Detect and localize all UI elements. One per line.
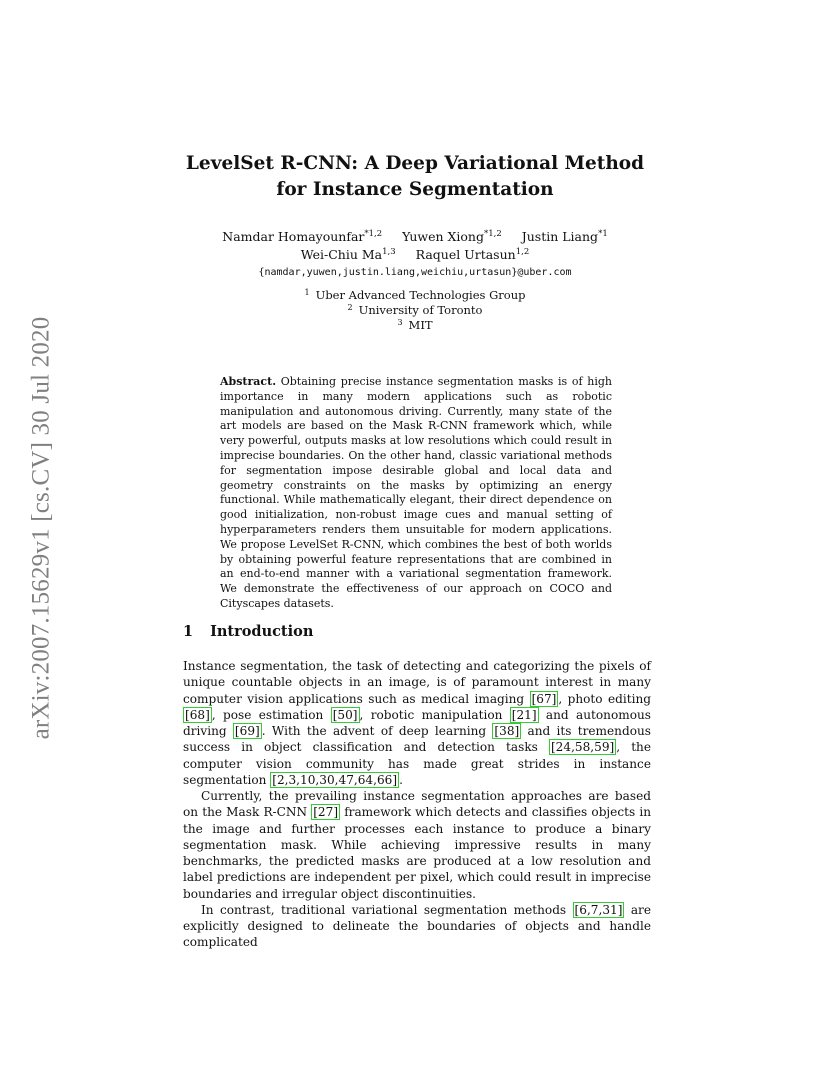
affiliations (120, 288, 710, 333)
author-row-2 (120, 246, 710, 264)
arxiv-identifier: arXiv:2007.15629v1 [cs.CV] 30 Jul 2020 (27, 316, 55, 740)
citation-link[interactable]: [38] (494, 724, 520, 738)
author: Justin Liang$^{*1}$ (521, 229, 608, 244)
affiliation: $^2$ University of Toronto (347, 303, 483, 317)
abstract-text: Obtaining precise instance segmentation masks is of high importance in many modern applications such as robotic manipulation and autonomous driving. Currently, many state of the art models are based on the Mask R-CNN framework which, while very powerful, outputs masks at low resolutions which could result in imprecise boundaries. On the other hand, classic variational methods for segmentation impose desirable global and local data and geometry constraints on the masks by optimizing an energy functional. While mathematically elegant, their direct dependence on good initialization, non-robust image cues and manual setting of hyperparameters renders them unsuitable for modern applications. We propose LevelSet R-CNN, which combines the best of both worlds by obtaining powerful feature representations that are combined in an end-to-end manner with a variational segmentation framework. We demonstrate the effectiveness of our approach on COCO and Cityscapes datasets. (220, 375, 612, 610)
citation-link[interactable]: [67] (531, 691, 557, 706)
author-block (120, 228, 710, 282)
section-heading (183, 623, 313, 640)
citation-link[interactable]: [27] (313, 805, 339, 820)
author: Wei-Chiu Ma$^{1,3}$ (300, 247, 396, 262)
abstract-label: Abstract. (220, 375, 277, 388)
citation-link[interactable]: [68] (185, 707, 210, 722)
author: Namdar Homayounfar$^{*1,2}$ (222, 229, 383, 244)
section-number: 1 (183, 623, 194, 640)
paragraph: In contrast, traditional variational segmentation methods [6,7,31] are explicitly designed to delineate the boundaries of objects and handle complicated (183, 902, 651, 950)
author: Raquel Urtasun$^{1,2}$ (415, 247, 530, 262)
author: Yuwen Xiong$^{*1,2}$ (402, 229, 502, 244)
citation-link[interactable]: [24,58,59] (550, 740, 615, 755)
affiliation: $^3$ MIT (397, 318, 433, 332)
citation-link[interactable]: [50] (332, 707, 358, 722)
body-text (183, 658, 651, 951)
section-title: Introduction (210, 623, 314, 640)
affiliation: $^1$ Uber Advanced Technologies Group (304, 288, 526, 302)
title-line-1: LevelSet R-CNN: A Deep Variational Method (185, 153, 645, 174)
title-line-2: for Instance Segmentation (276, 179, 554, 200)
author-emails: {namdar,yuwen,justin.liang,weichiu,urtasun}@uber.com (258, 267, 572, 278)
citation-link[interactable]: [21] (511, 707, 537, 722)
paragraph: Instance segmentation, the task of detecting and categorizing the pixels of unique countable objects in an image, is of paramount interest in many computer vision applications such as medical imaging [67] , photo editing [68] , pose estimation [50] , robotic manipulation [21] and autonomous driving [69] . With the advent of deep learning [38] and its tremendous success in object classification and detection tasks [24,58,59] , the computer vision community has made great strides in instance segmentation [2,3,10,30,47,64,66] . (183, 659, 652, 787)
citation-link[interactable]: [69] (234, 724, 260, 738)
abstract (220, 375, 612, 612)
arxiv-sidebar (18, 296, 64, 760)
author-row-1 (120, 228, 710, 246)
paper-title (120, 151, 710, 203)
citation-link[interactable]: [6,7,31] (574, 902, 623, 917)
citation-link[interactable]: [2,3,10,30,47,64,66] (272, 772, 398, 787)
paragraph: Currently, the prevailing instance segmentation approaches are based on the Mask R-CNN [27] framework which detects and classifies objects in the image and further processes each instance to produce a binary segmentation mask. While achieving impressive results in many benchmarks, the predicted masks are produced at a low resolution and label predictions are independent per pixel, which could result in imprecise boundaries and irregular object discontinuities. (183, 789, 651, 901)
